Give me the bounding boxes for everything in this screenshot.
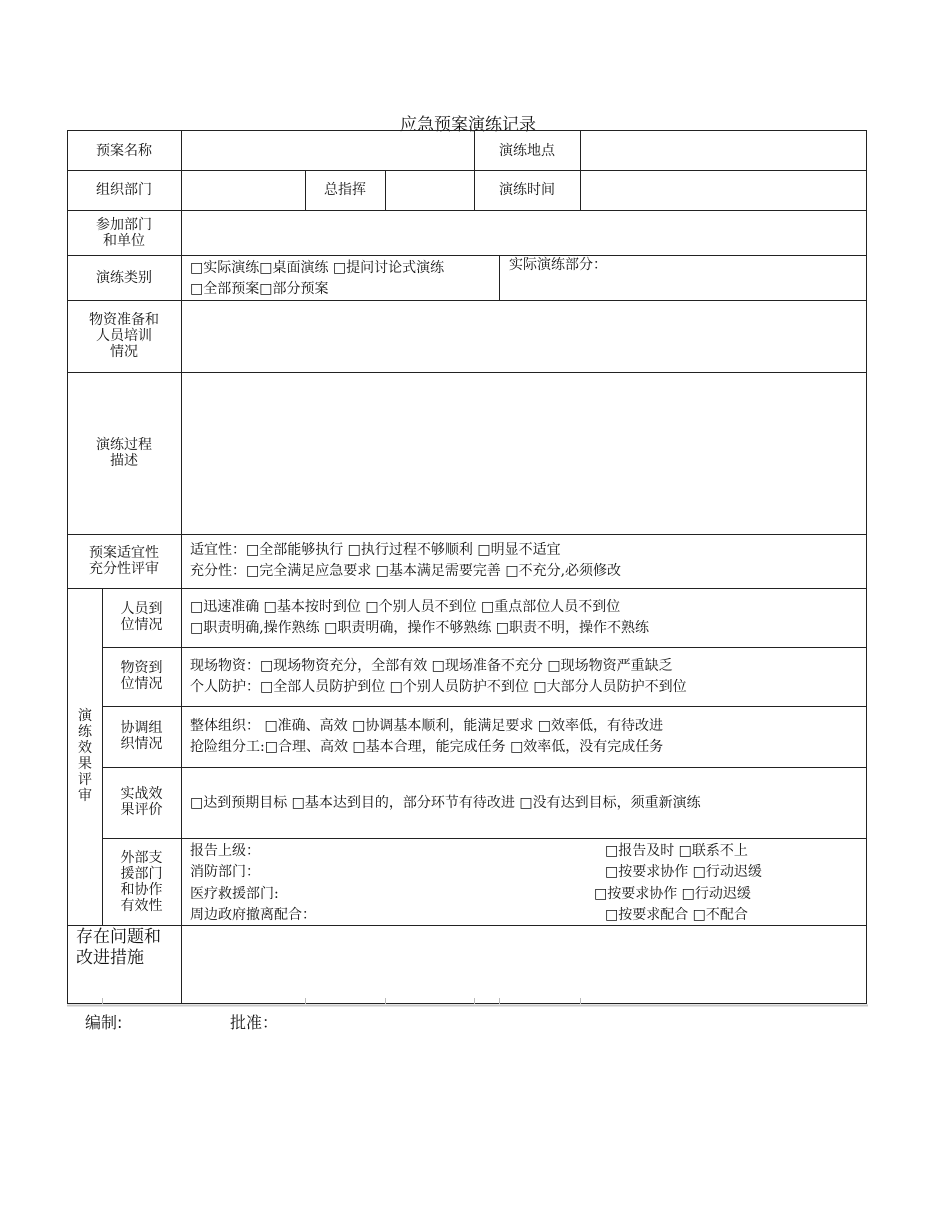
participants-label: 参加部门 和单位 [96,217,152,249]
time-field[interactable] [582,172,865,209]
suitability-review-label: 预案适宜性 充分性评审 [89,545,159,577]
combat-effect-options[interactable]: □达到预期目标 □基本达到目的，部分环节有待改进 □没有达到目标，须重新演练 [190,795,701,811]
time-label: 演练时间 [499,182,555,198]
commander-label: 总指挥 [324,182,366,198]
process-description-label: 演练过程 描述 [96,437,152,469]
supplies-arrival-label: 物资到 位情况 [120,660,163,692]
location-field[interactable] [582,132,865,169]
materials-training-label: 物资准备和 人员培训 情况 [89,312,159,360]
location-label: 演练地点 [499,143,555,159]
prepared-by-label: 编制: [85,1013,123,1032]
external-medical-options[interactable]: □按要求协作 □行动迟缓 [594,886,751,902]
commander-field[interactable] [387,172,473,209]
plan-name-field[interactable] [183,132,473,169]
participants-field[interactable] [183,212,865,254]
staff-arrival-options[interactable]: □迅速准确 □基本按时到位 □个别人员不到位 □重点部位人员不到位 □职责明确,操作熟练 □职责明确，操作不够熟练 □职责不明，操作不熟练 [190,599,650,636]
external-government-options[interactable]: □按要求配合 □不配合 [605,907,748,923]
external-support-label: 外部支 援部门 和协作 有效性 [120,850,163,914]
coordination-label: 协调组 织情况 [120,720,163,752]
external-fire-label: 消防部门： [190,864,260,880]
staff-arrival-label: 人员到 位情况 [120,601,163,633]
materials-training-field[interactable] [183,302,865,371]
combat-effect-label: 实战效 果评价 [120,786,163,818]
supplies-arrival-options[interactable]: 现场物资：□现场物资充分，全部有效 □现场准备不充分 □现场物资严重缺乏 个人防护：□全部人员防护到位 □个别人员防护不到位 □大部分人员防护不到位 [190,658,687,695]
org-dept-label: 组织部门 [96,182,152,198]
category-options[interactable]: □实际演练□桌面演练 □提问讨论式演练 □全部预案□部分预案 [190,260,445,297]
page-title: 应急预案演练记录 [400,115,536,135]
issues-improvements-label: 存在问题和 改进措施 [76,927,161,968]
org-dept-field[interactable] [183,172,304,209]
external-government-label: 周边政府撤离配合： [190,907,316,923]
process-description-field[interactable] [183,374,865,533]
external-medical-label: 医疗救援部门: [190,886,279,902]
category-label: 演练类别 [96,270,152,286]
suitability-options[interactable]: 适宜性：□全部能够执行 □执行过程不够顺利 □明显不适宜 充分性：□完全满足应急要求 □基本满足需要完善 □不充分,必须修改 [190,542,622,579]
plan-name-label: 预案名称 [96,143,152,159]
coordination-options[interactable]: 整体组织： □准确、高效 □协调基本顺利，能满足要求 □效率低，有待改进 抢险组分工:□合理、高效 □基本合理，能完成任务 □效率低，没有完成任务 [190,718,664,755]
approved-by-label: 批准： [230,1013,279,1032]
effect-review-vertical-label: 演 练 效 果 评 审 [78,708,92,804]
actual-drill-part-label: 实际演练部分： [509,257,607,273]
external-report-label: 报告上级： [190,843,260,859]
external-report-options[interactable]: □报告及时 □联系不上 [605,843,748,859]
issues-improvements-field[interactable] [183,927,865,1002]
external-fire-options[interactable]: □按要求协作 □行动迟缓 [605,864,762,880]
